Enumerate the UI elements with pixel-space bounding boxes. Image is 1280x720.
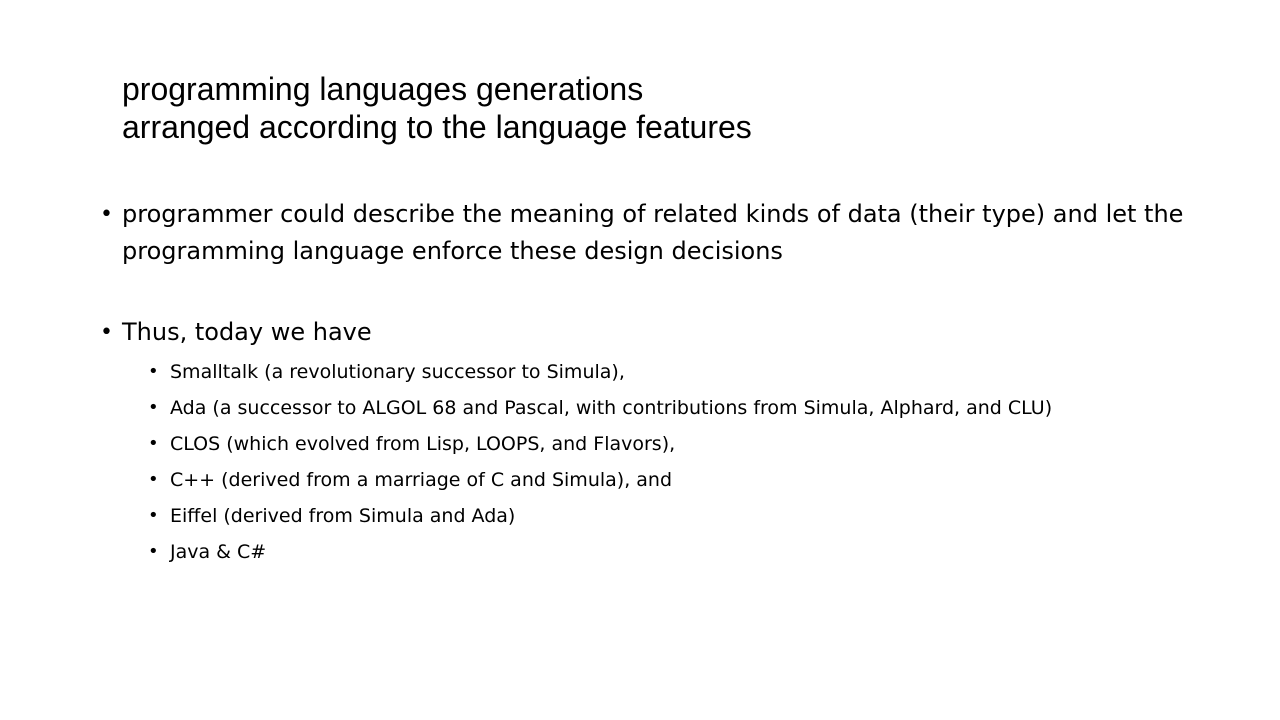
sub-bullet-text: Smalltalk (a revolutionary successor to Simula), <box>170 361 625 383</box>
bullet-icon: • <box>148 433 159 454</box>
bullet-text: Thus, today we have <box>122 318 372 346</box>
sub-bullet-text: Ada (a successor to ALGOL 68 and Pascal, with contributions from Simula, Alphard, and CLU) <box>170 397 1053 419</box>
bullet-icon: • <box>148 361 159 382</box>
bullet-icon: • <box>148 505 159 526</box>
sub-bullet-text: CLOS (which evolved from Lisp, LOOPS, and Flavors), <box>170 433 676 455</box>
sub-bullet-point <box>148 501 1220 531</box>
bullet-icon: • <box>148 469 159 490</box>
sub-bullet-point <box>148 429 1220 459</box>
bullet-point <box>100 196 1220 270</box>
bullet-icon: • <box>100 320 113 345</box>
sub-bullet-list <box>100 357 1220 567</box>
sub-bullet-text: C++ (derived from a marriage of C and Simula), and <box>170 469 673 491</box>
slide-body <box>100 196 1220 573</box>
bullet-icon: • <box>148 541 159 562</box>
title-line-2: arranged according to the language features <box>122 109 752 145</box>
title-line-1: programming languages generations <box>122 71 644 107</box>
bullet-point <box>100 314 1220 351</box>
sub-bullet-point <box>148 465 1220 495</box>
sub-bullet-point <box>148 393 1220 423</box>
bullet-icon: • <box>100 202 113 227</box>
sub-bullet-text: Eiffel (derived from Simula and Ada) <box>170 505 516 527</box>
sub-bullet-point <box>148 537 1220 567</box>
bullet-icon: • <box>148 397 159 418</box>
bullet-text: programmer could describe the meaning of related kinds of data (their type) and let the programming language enforce these design decisions <box>122 200 1184 265</box>
sub-bullet-text: Java & C# <box>170 541 267 563</box>
sub-bullet-point <box>148 357 1220 387</box>
slide-title <box>122 70 1222 146</box>
